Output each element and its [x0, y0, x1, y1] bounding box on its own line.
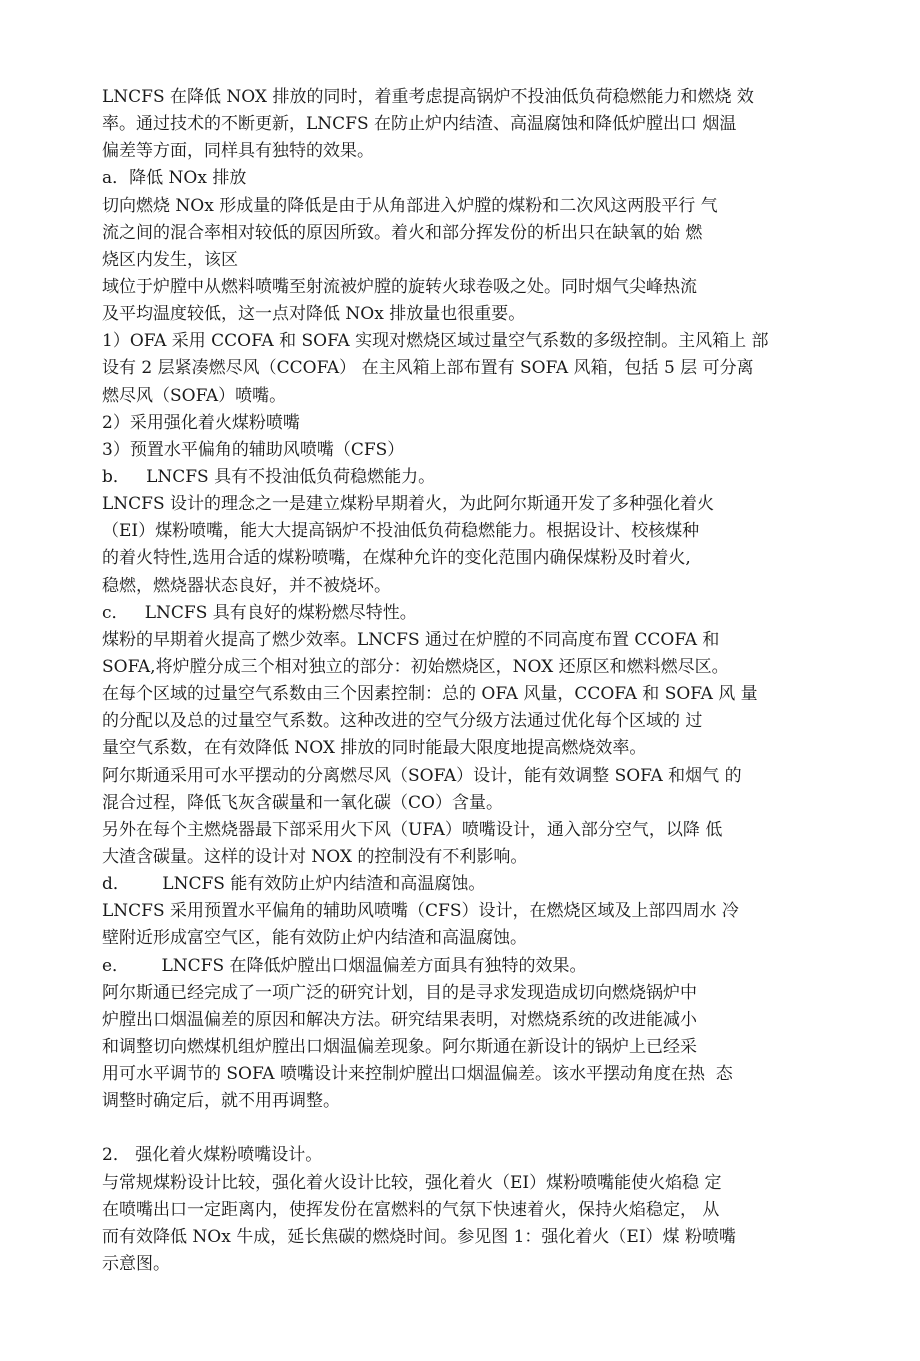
text-line: 阿尔斯通采用可水平摆动的分离燃尽风（SOFA）设计，能有效调整 SOFA 和烟气 的: [102, 765, 742, 786]
text-line: e． LNCFS 在降低炉膛出口烟温偏差方面具有独特的效果。: [102, 955, 587, 976]
text-line: LNCFS 设计的理念之一是建立煤粉早期着火，为此阿尔斯通开发了多种强化着火: [102, 494, 715, 515]
text-line: SOFA,将炉膛分成三个相对独立的部分：初始燃烧区，NOX 还原区和燃料燃尽区。: [102, 656, 729, 677]
text-line: 燃尽风（SOFA）喷嘴。: [102, 385, 287, 406]
text-line: 及平均温度较低，这一点对降低 NOx 排放量也很重要。: [102, 304, 526, 325]
text-line: 域位于炉膛中从燃料喷嘴至射流被炉膛的旋转火球卷吸之处。同时烟气尖峰热流: [102, 276, 697, 297]
text-line: c． LNCFS 具有良好的煤粉燃尽特性。: [102, 602, 417, 623]
text-line: 3）预置水平偏角的辅助风喷嘴（CFS）: [102, 439, 405, 460]
text-line: 用可水平调节的 SOFA 喷嘴设计来控制炉膛出口烟温偏差。该水平摆动角度在热 态: [102, 1064, 733, 1085]
text-line: 烧区内发生，该区: [102, 249, 238, 270]
text-line: 稳燃，燃烧器状态良好，并不被烧坏。: [102, 575, 391, 596]
text-line: 和调整切向燃煤机组炉膛出口烟温偏差现象。阿尔斯通在新设计的锅炉上已经采: [102, 1036, 697, 1057]
text-line: LNCFS 采用预置水平偏角的辅助风喷嘴（CFS）设计，在燃烧区域及上部四周水 冷: [102, 901, 739, 922]
text-line: 煤粉的早期着火提高了燃少效率。LNCFS 通过在炉膛的不同高度布置 CCOFA 和: [102, 629, 720, 650]
text-line: b． LNCFS 具有不投油低负荷稳燃能力。: [102, 466, 436, 487]
text-line: d． LNCFS 能有效防止炉内结渣和高温腐蚀。: [102, 874, 486, 895]
text-line: 偏差等方面，同样具有独特的效果。: [102, 141, 374, 162]
text-line: 率。通过技术的不断更新，LNCFS 在防止炉内结渣、高温腐蚀和降低炉膛出口 烟温: [102, 114, 737, 135]
text-line: 混合过程，降低飞灰含碳量和一氧化碳（CO）含量。: [102, 792, 503, 813]
text-line: 切向燃烧 NOx 形成量的降低是由于从角部进入炉膛的煤粉和二次风这两股平行 气: [102, 195, 718, 216]
text-line: 调整时确定后，就不用再调整。: [102, 1091, 340, 1112]
text-line: 量空气系数，在有效降低 NOX 排放的同时能最大限度地提高燃烧效率。: [102, 738, 647, 759]
text-line: 炉膛出口烟温偏差的原因和解决方法。研究结果表明，对燃烧系统的改进能减小: [102, 1009, 697, 1030]
text-line: 的着火特性,选用合适的煤粉喷嘴，在煤种允许的变化范围内确保煤粉及时着火,: [102, 548, 691, 569]
text-line: 壁附近形成富空气区，能有效防止炉内结渣和高温腐蚀。: [102, 928, 527, 949]
text-line: 而有效降低 NOx 牛成，延长焦碳的燃烧时间。参见图 1：强化着火（EI）煤 粉喷嘴: [102, 1226, 736, 1247]
text-line: 流之间的混合率相对较低的原因所致。着火和部分挥发份的析出只在缺氧的始 燃: [102, 222, 703, 243]
text-line: 的分配以及总的过量空气系数。这种改进的空气分级方法通过优化每个区域的 过: [102, 711, 703, 732]
text-line: 2）采用强化着火煤粉喷嘴: [102, 412, 300, 433]
blank-line: [102, 1115, 824, 1142]
text-line: 在喷嘴出口一定距离内，使挥发份在富燃料的气氛下快速着火，保持火焰稳定， 从: [102, 1199, 720, 1220]
text-line: （EI）煤粉喷嘴，能大大提高锅炉不投油低负荷稳燃能力。根据设计、校核煤种: [102, 521, 700, 542]
text-line: a．降低 NOx 排放: [102, 168, 247, 189]
text-line: 设有 2 层紧凑燃尽风（CCOFA） 在主风箱上部布置有 SOFA 风箱，包括 5 层 可分离: [102, 358, 754, 379]
text-line: 在每个区域的过量空气系数由三个因素控制：总的 OFA 风量，CCOFA 和 SOFA 风 量: [102, 684, 758, 705]
text-line: LNCFS 在降低 NOX 排放的同时，着重考虑提高锅炉不投油低负荷稳燃能力和燃烧 效: [102, 87, 754, 107]
document-body: [102, 84, 824, 1278]
text-line: 1）OFA 采用 CCOFA 和 SOFA 实现对燃烧区域过量空气系数的多级控制。主风箱上 部: [102, 331, 769, 352]
text-line: 与常规煤粉设计比较，强化着火设计比较，强化着火（EI）煤粉喷嘴能使火焰稳 定: [102, 1172, 722, 1193]
text-line: 大渣含碳量。这样的设计对 NOX 的控制没有不利影响。: [102, 846, 528, 867]
text-line: 阿尔斯通已经完成了一项广泛的研究计划，目的是寻求发现造成切向燃烧锅炉中: [102, 982, 697, 1003]
text-line: 示意图。: [102, 1254, 170, 1275]
text-line: 另外在每个主燃烧器最下部采用火下风（UFA）喷嘴设计，通入部分空气，以降 低: [102, 819, 723, 840]
text-line: 2． 强化着火煤粉喷嘴设计。: [102, 1145, 323, 1166]
